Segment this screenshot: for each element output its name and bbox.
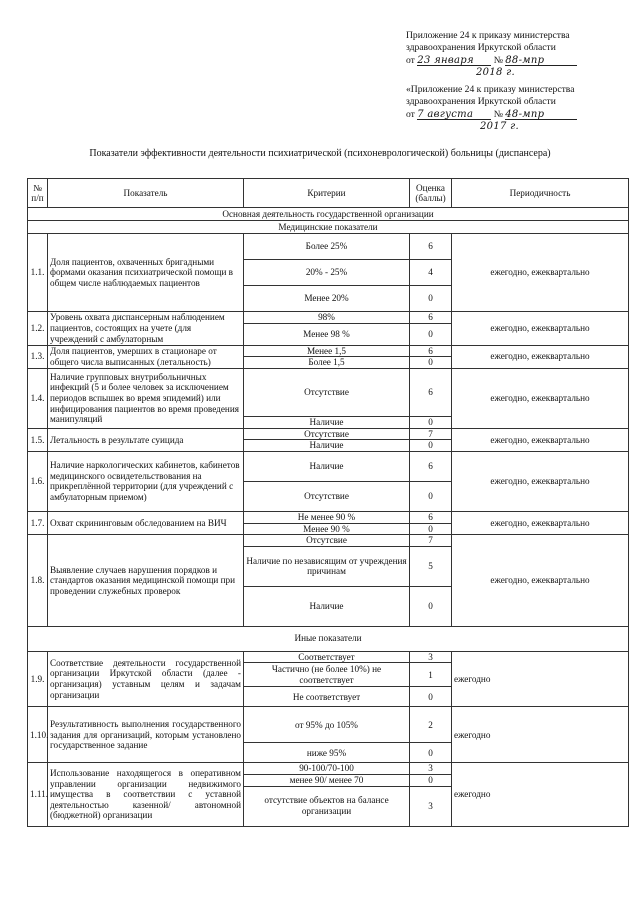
row-number: 1.9. [28, 651, 48, 707]
handwritten-date: 7 августа [417, 110, 491, 120]
indicator-cell: Использование находящегося в оперативном управлении организации недвижимого имущества в соответствии с уставной деятельностью казенной/ автономной (бюджетной) организации [48, 763, 244, 826]
score-cell: 6 [410, 511, 452, 523]
criteria-cell: Отсутствие [244, 428, 410, 440]
score-cell: 6 [410, 312, 452, 324]
indicator-cell: Охват скрининговым обследованием на ВИЧ [48, 511, 244, 534]
handwritten-year: 2017 г. [480, 120, 519, 132]
table-row [28, 651, 629, 663]
period-cell: ежегодно, ежеквартально [452, 234, 629, 312]
criteria-cell: Не соответствует [244, 687, 410, 707]
score-cell: 0 [410, 440, 452, 452]
criteria-cell: отсутствие объектов на балансе организации [244, 786, 410, 826]
order-date-line: от 23 января № 88-мпр [406, 55, 634, 67]
table-row [28, 345, 629, 357]
score-cell: 6 [410, 451, 452, 481]
indicator-cell: Соответствие деятельности государственной организации Иркутской области (далее - организация) уставным целям и задачам организации [48, 651, 244, 707]
score-cell: 3 [410, 651, 452, 663]
handwritten-number: 88-мпр [505, 56, 577, 66]
period-cell: ежегодно, ежеквартально [452, 368, 629, 428]
criteria-cell: 90-100/70-100 [244, 763, 410, 775]
table-row [28, 535, 629, 547]
indicator-cell: Доля пациентов, охваченных бригадными формами оказания психиатрической помощи в общем числе наблюдаемых пациентов [48, 234, 244, 312]
score-cell: 0 [410, 586, 452, 626]
row-number: 1.2. [28, 312, 48, 346]
score-cell: 7 [410, 535, 452, 547]
table-row [28, 511, 629, 523]
table-row [28, 763, 629, 775]
indicator-cell: Уровень охвата диспансерным наблюдением пациентов, состоящих на учете (для учреждений с амбулаторным [48, 312, 244, 346]
score-cell: 6 [410, 368, 452, 416]
criteria-cell: Менее 90 % [244, 523, 410, 535]
score-cell: 7 [410, 428, 452, 440]
period-cell: ежегодно, ежеквартально [452, 345, 629, 368]
indicator-cell: Летальность в результате суицида [48, 428, 244, 451]
score-cell: 1 [410, 663, 452, 687]
column-header-criteria: Критерии [244, 179, 410, 208]
table-header-row [28, 179, 629, 208]
criteria-cell: менее 90/ менее 70 [244, 774, 410, 786]
score-cell: 3 [410, 763, 452, 775]
criteria-cell: Соответствует [244, 651, 410, 663]
score-cell: 4 [410, 260, 452, 286]
score-cell: 5 [410, 546, 452, 586]
order-date-line: от 7 августа № 48-мпр [406, 109, 634, 121]
handwritten-date: 23 января [417, 56, 491, 66]
section-heading: Медицинские показатели [28, 221, 629, 234]
criteria-cell: Менее 1,5 [244, 345, 410, 357]
table-row [28, 312, 629, 324]
criteria-cell: 98% [244, 312, 410, 324]
table-row [28, 428, 629, 440]
indicator-cell: Результативность выполнения государственного задания для организаций, которым установлено государственное задание [48, 707, 244, 763]
criteria-cell: Наличие по независящим от учреждения причинам [244, 546, 410, 586]
criteria-cell: Не менее 90 % [244, 511, 410, 523]
row-number: 1.8. [28, 535, 48, 627]
criteria-cell: Менее 98 % [244, 323, 410, 345]
score-cell: 0 [410, 357, 452, 369]
order-header-line: здравоохранения Иркутской области [406, 95, 556, 107]
period-cell: ежегодно, ежеквартально [452, 511, 629, 534]
section-heading: Иные показатели [28, 626, 629, 651]
indicator-cell: Выявление случаев нарушения порядков и стандартов оказания медицинской помощи при проведении служебных проверок [48, 535, 244, 627]
page-title: Показатели эффективности деятельности психиатрической (психоневрологической) больницы (диспансера) [89, 148, 551, 159]
indicator-cell: Наличие групповых внутрибольничных инфекций (5 и более человек за исключением периодов вспышек во время эпидемий) или инфицирования пациентов во время проведения манипуляций [48, 368, 244, 428]
period-cell: ежегодно [452, 707, 629, 763]
criteria-cell: Наличие [244, 416, 410, 428]
order-header-line: Приложение 24 к приказу министерства [406, 30, 570, 41]
column-header-indicator: Показатель [48, 179, 244, 208]
row-number: 1.3. [28, 345, 48, 368]
indicator-cell: Доля пациентов, умерших в стационаре от общего числа выписанных (летальность) [48, 345, 244, 368]
criteria-cell: Более 25% [244, 234, 410, 260]
handwritten-number: 48-мпр [505, 110, 577, 120]
row-number: 1.5. [28, 428, 48, 451]
handwritten-year: 2018 г. [476, 66, 515, 78]
order-header-line: здравоохранения Иркутской области [406, 41, 556, 53]
row-number: 1.10. [28, 707, 48, 763]
order-header [406, 30, 634, 78]
indicator-cell: Наличие наркологических кабинетов, кабинетов медицинского освидетельствования на прикреплённой территории (для учреждений с амбулаторным приемом) [48, 451, 244, 511]
amended-order-header [406, 84, 634, 132]
criteria-cell: Частично (не более 10%) не соответствует [244, 663, 410, 687]
criteria-cell: Отсутствие [244, 481, 410, 511]
criteria-cell: Наличие [244, 451, 410, 481]
column-header-num: № п/п [28, 179, 48, 208]
score-cell: 0 [410, 523, 452, 535]
table-row [28, 451, 629, 481]
table-row [28, 368, 629, 416]
score-cell: 0 [410, 774, 452, 786]
column-header-score: Оценка (баллы) [410, 179, 452, 208]
criteria-cell: Отсутсвие [244, 535, 410, 547]
row-number: 1.7. [28, 511, 48, 534]
period-cell: ежегодно, ежеквартально [452, 312, 629, 346]
criteria-cell: ниже 95% [244, 743, 410, 763]
row-number: 1.11. [28, 763, 48, 826]
score-cell: 0 [410, 687, 452, 707]
period-cell: ежегодно [452, 651, 629, 707]
score-cell: 6 [410, 234, 452, 260]
order-header-line: «Приложение 24 к приказу министерства [406, 84, 575, 95]
score-cell: 0 [410, 323, 452, 345]
table-row [28, 707, 629, 743]
score-cell: 2 [410, 707, 452, 743]
period-cell: ежегодно, ежеквартально [452, 451, 629, 511]
indicators-table [27, 178, 629, 827]
row-number: 1.4. [28, 368, 48, 428]
criteria-cell: Наличие [244, 440, 410, 452]
score-cell: 0 [410, 416, 452, 428]
score-cell: 0 [410, 481, 452, 511]
criteria-cell: 20% - 25% [244, 260, 410, 286]
row-number: 1.6. [28, 451, 48, 511]
criteria-cell: от 95% до 105% [244, 707, 410, 743]
score-cell: 0 [410, 286, 452, 312]
table-row [28, 234, 629, 260]
period-cell: ежегодно, ежеквартально [452, 428, 629, 451]
score-cell: 3 [410, 786, 452, 826]
period-cell: ежегодно [452, 763, 629, 826]
score-cell: 0 [410, 743, 452, 763]
column-header-period: Периодичность [452, 179, 629, 208]
criteria-cell: Более 1,5 [244, 357, 410, 369]
criteria-cell: Менее 20% [244, 286, 410, 312]
period-cell: ежегодно, ежеквартально [452, 535, 629, 627]
score-cell: 6 [410, 345, 452, 357]
criteria-cell: Отсутствие [244, 368, 410, 416]
criteria-cell: Наличие [244, 586, 410, 626]
section-heading: Основная деятельность государственной организации [28, 208, 629, 221]
row-number: 1.1. [28, 234, 48, 312]
